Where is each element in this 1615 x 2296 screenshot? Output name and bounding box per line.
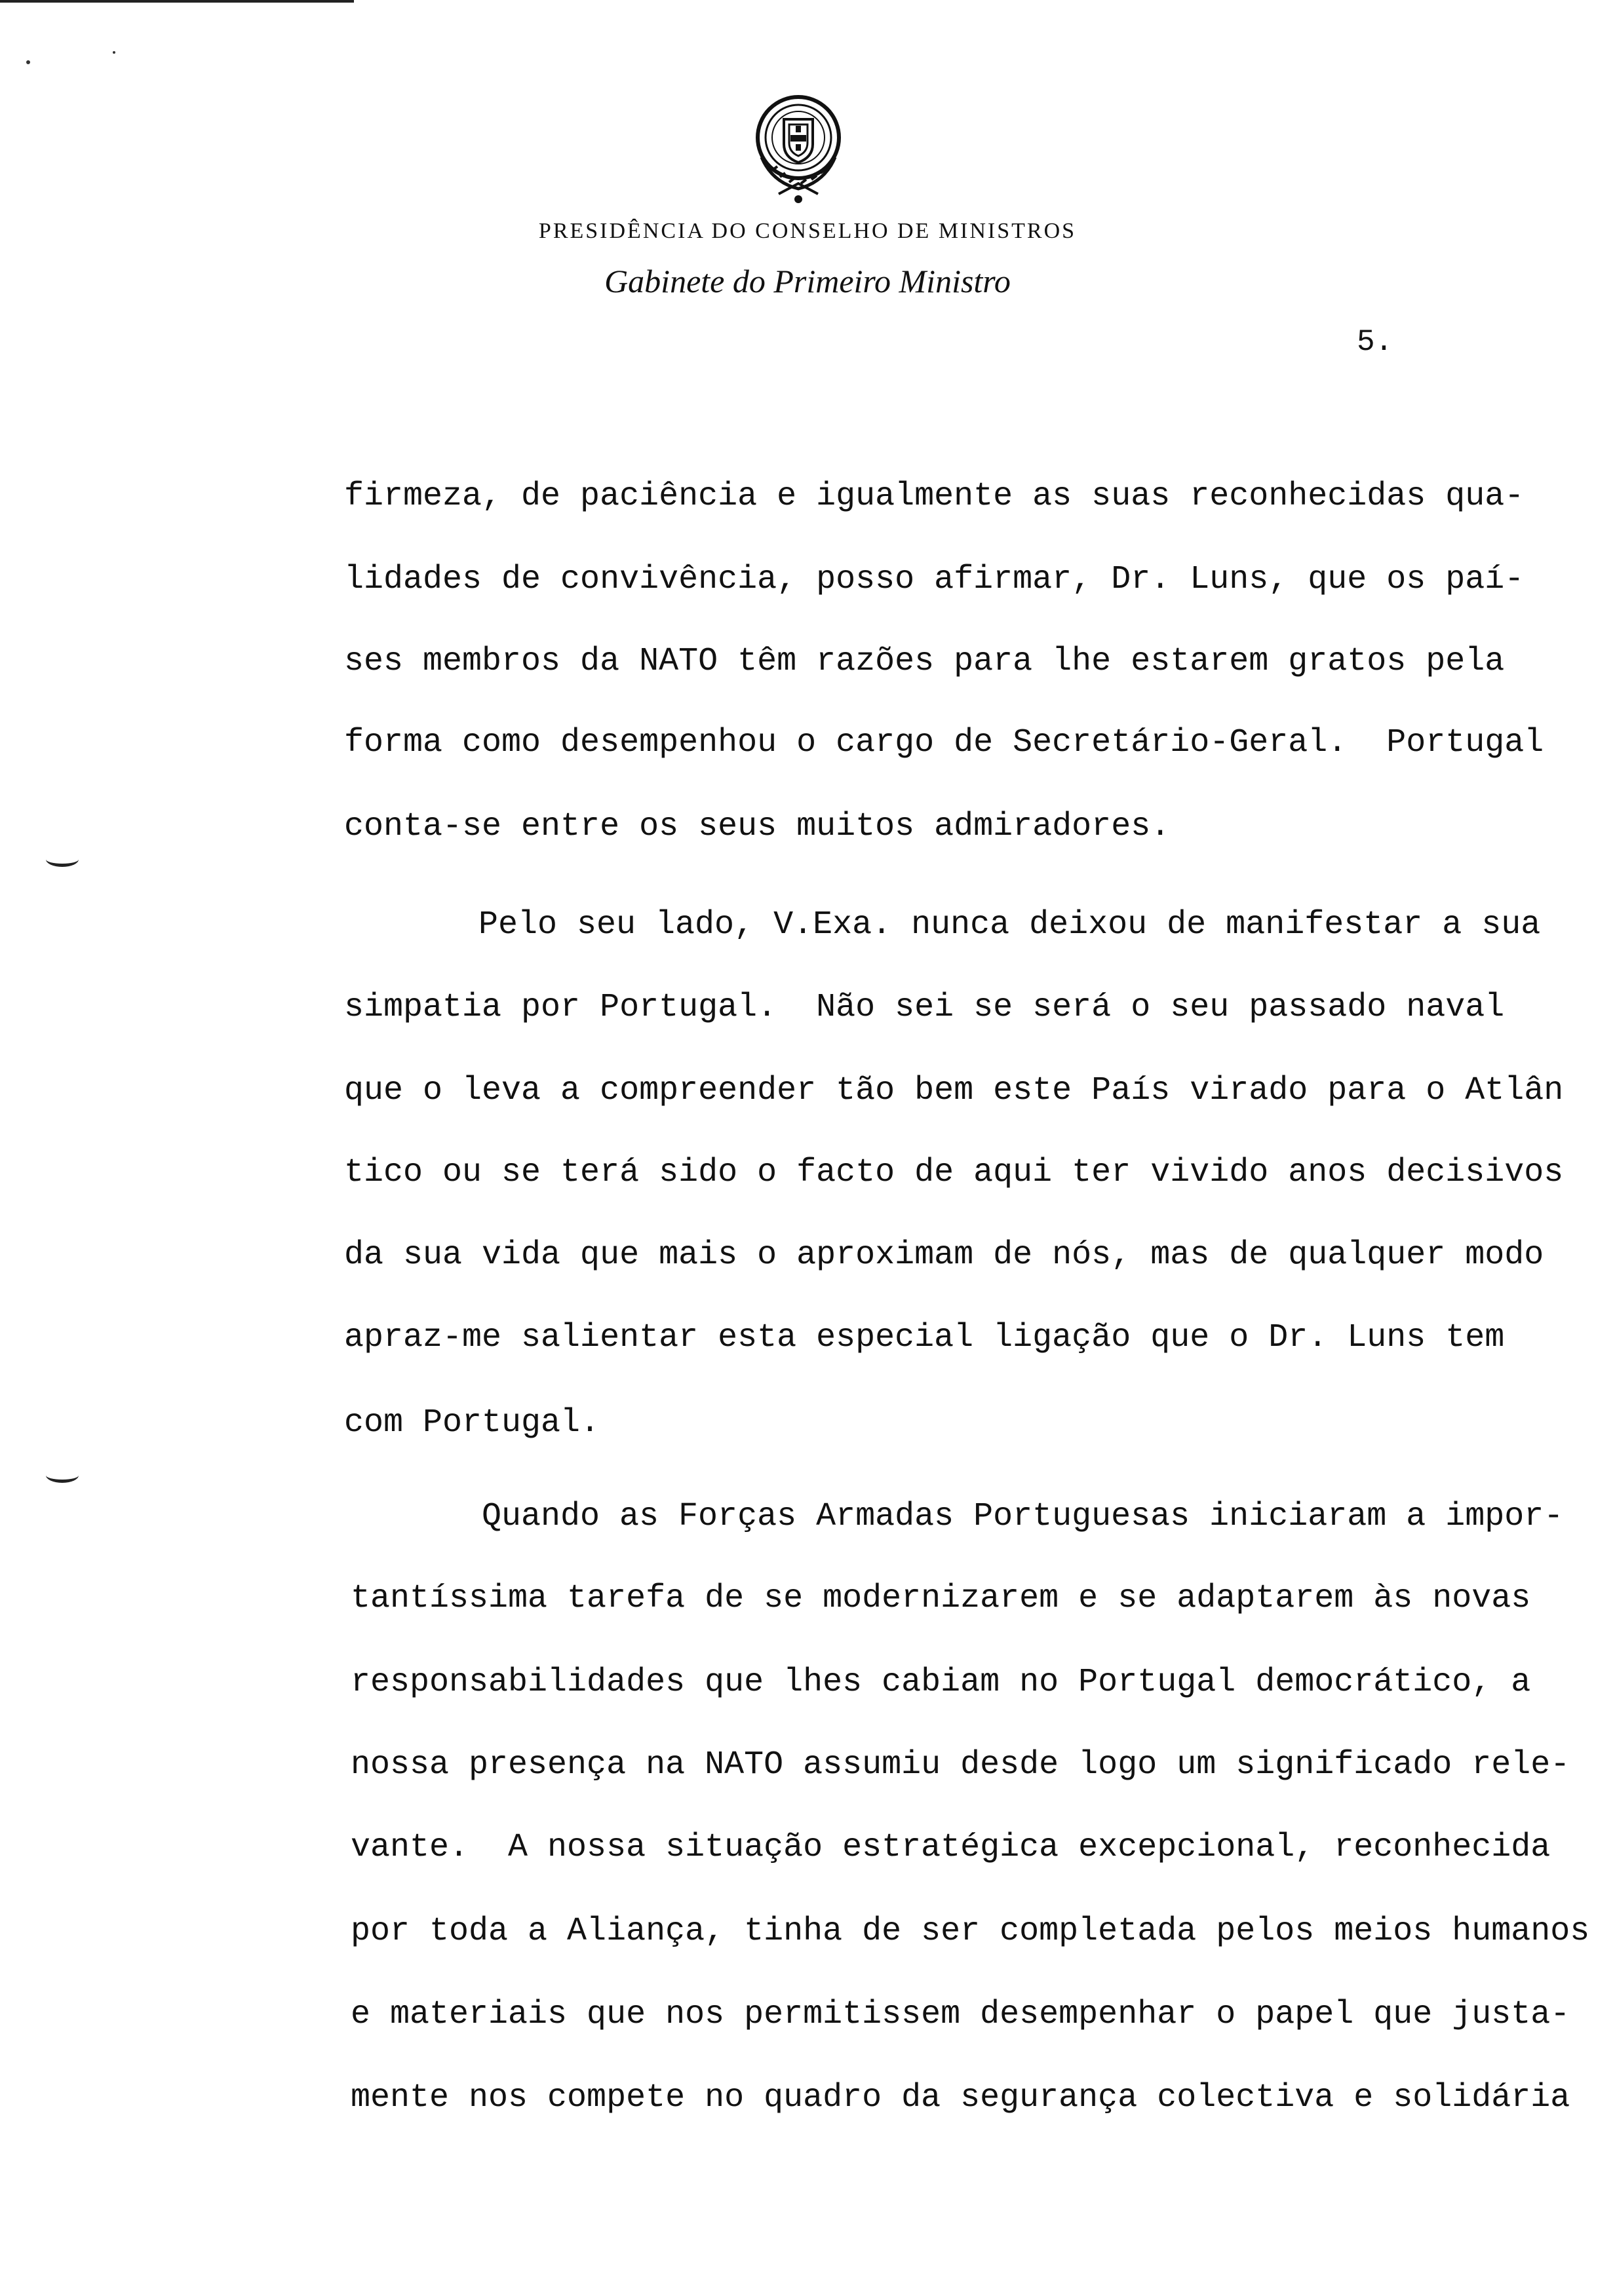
page-number: 5. [1357, 325, 1393, 359]
text-line: simpatia por Portugal. Não sei se será o seu passado naval [344, 989, 1505, 1026]
text-line: que o leva a compreender tão bem este País virado para o Atlân [344, 1072, 1564, 1109]
portugal-coat-of-arms-seal-icon [733, 84, 864, 208]
scan-speck [26, 60, 30, 64]
text-line: e materiais que nos permitissem desempenhar o papel que justa- [351, 1996, 1570, 2033]
text-line: mente nos compete no quadro da segurança colectiva e solidária [351, 2079, 1570, 2116]
office-name: Gabinete do Primeiro Ministro [604, 263, 1011, 299]
text-line: com Portugal. [344, 1404, 600, 1442]
text-line: nossa presença na NATO assumiu desde logo um significado rele- [351, 1746, 1570, 1784]
scan-speck [113, 51, 115, 54]
text-line: da sua vida que mais o aproximam de nós, mas de qualquer modo [344, 1236, 1544, 1274]
text-line: forma como desempenhou o cargo de Secretário-Geral. Portugal [344, 724, 1544, 761]
text-line: por toda a Aliança, tinha de ser completada pelos meios humanos [351, 1913, 1590, 1950]
text-line: tico ou se terá sido o facto de aqui ter vivido anos decisivos [344, 1154, 1564, 1191]
text-line: conta-se entre os seus muitos admiradores. [344, 808, 1171, 845]
margin-check-mark [46, 1468, 79, 1483]
organization-name: PRESIDÊNCIA DO CONSELHO DE MINISTROS [538, 219, 1077, 243]
scan-edge-line [0, 0, 354, 3]
margin-check-mark [46, 852, 79, 867]
text-line: vante. A nossa situação estratégica excepcional, reconhecida [351, 1829, 1551, 1866]
text-line: tantíssima tarefa de se modernizarem e se adaptarem às novas [351, 1580, 1531, 1617]
text-line: firmeza, de paciência e igualmente as suas reconhecidas qua- [344, 478, 1525, 515]
text-line: responsabilidades que lhes cabiam no Portugal democrático, a [351, 1664, 1531, 1701]
text-line: ses membros da NATO têm razões para lhe estarem gratos pela [344, 643, 1505, 680]
text-line: Quando as Forças Armadas Portuguesas iniciaram a impor- [482, 1498, 1564, 1535]
text-line: apraz-me salientar esta especial ligação que o Dr. Luns tem [344, 1319, 1505, 1356]
text-line: lidades de convivência, posso afirmar, Dr. Luns, que os paí- [344, 561, 1525, 598]
text-line: Pelo seu lado, V.Exa. nunca deixou de manifestar a sua [478, 906, 1541, 944]
